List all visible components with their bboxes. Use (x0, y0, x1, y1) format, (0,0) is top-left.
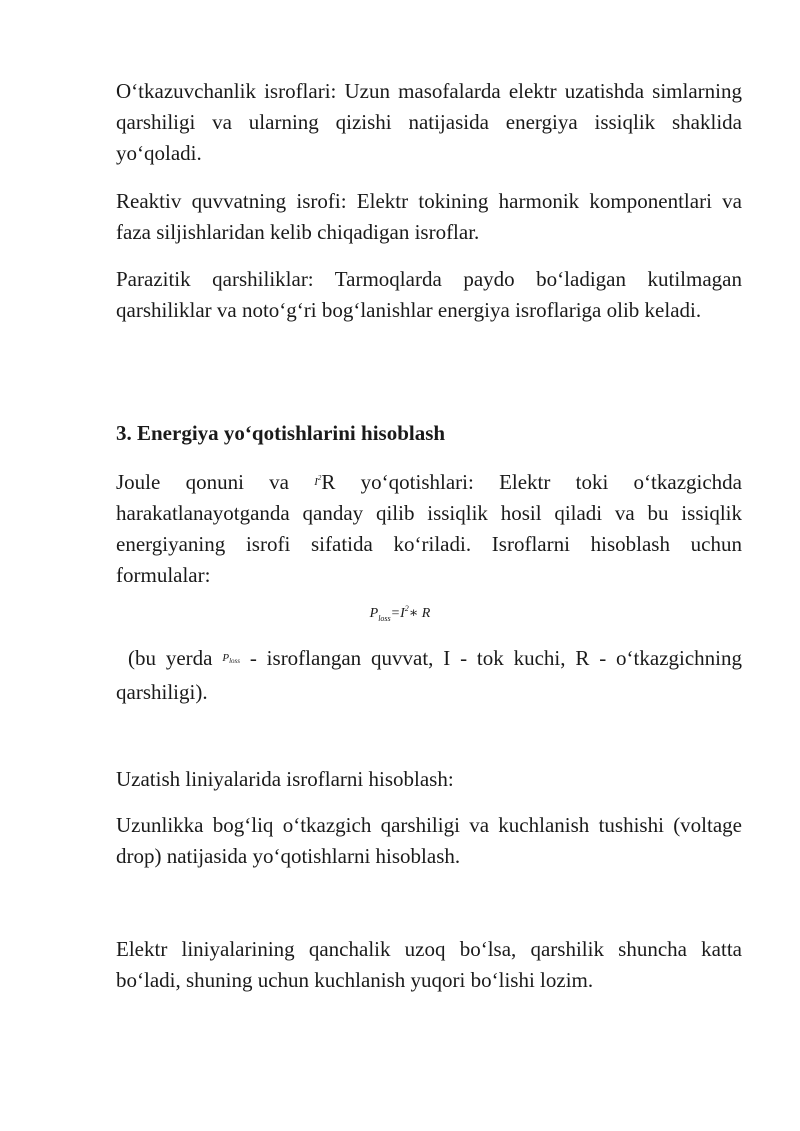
p-symbol: P (222, 652, 230, 664)
p-loss-symbol (222, 652, 240, 664)
paragraph-parazitik: Parazitik qarshiliklar: Tarmoqlarda paydo bo‘ladigan kutilmagan qarshiliklar va noto‘g‘ri bog‘lanishlar energiya isroflariga olib keladi. (116, 267, 742, 322)
uzatish-title: Uzatish liniyalarida isroflarni hisoblash: (116, 767, 454, 791)
explanation-suffix: - isroflangan quvvat, I - tok kuchi, R - o‘tkazgichning qarshiligi). (116, 646, 743, 704)
paragraph-otkazuvchanlik: O‘tkazuvchanlik isroflari: Uzun masofalarda elektr uzatishda simlarning qarshiligi va ularning qizishi natijasida energiya issiqlik shaklida yo‘qoladi. (116, 79, 742, 165)
paragraph-elektr: Elektr liniyalarining qanchalik uzoq bo‘lsa, qarshilik shuncha katta bo‘ladi, shuning uchun kuchlanish yuqori bo‘lishi lozim. (116, 937, 742, 992)
paragraph-uzunlikka: Uzunlikka bog‘liq o‘tkazgich qarshiligi va kuchlanish tushishi (voltage drop) natijasida yo‘qotishlarni hisoblash. (116, 813, 742, 868)
formula-loss-sub: loss (378, 613, 391, 623)
i-symbol: I (314, 476, 318, 488)
formula-p: P (369, 606, 379, 621)
exponent: 2 (317, 474, 322, 482)
joule-prefix: Joule qonuni va (116, 470, 289, 494)
loss-formula (0, 604, 800, 623)
paragraph-explanation (116, 643, 742, 708)
paragraph-joule (116, 463, 742, 591)
formula-exponent: 2 (404, 604, 409, 613)
formula-multiply: ∗ (408, 606, 419, 621)
formula-equals: = (390, 606, 401, 621)
explanation-prefix: (bu yerda (128, 646, 213, 670)
loss-sub: loss (229, 657, 240, 665)
formula-i: I (400, 606, 405, 621)
joule-suffix: R yo‘qotishlari: Elektr toki o‘tkazgichda harakatlanayotganda qanday qilib issiqlik hosil qiladi va bu issiqlik energiyaning isrofi sifatida ko‘riladi. Isroflarni hisoblash uchun formulalar: (116, 470, 742, 587)
section-heading: 3. Energiya yo‘qotishlarini hisoblash (116, 421, 446, 445)
paragraph-reaktiv: Reaktiv quvvatning isrofi: Elektr tokining harmonik komponentlari va faza siljishlaridan kelib chiqadigan isroflar. (116, 189, 742, 244)
formula-r: R (421, 606, 431, 621)
